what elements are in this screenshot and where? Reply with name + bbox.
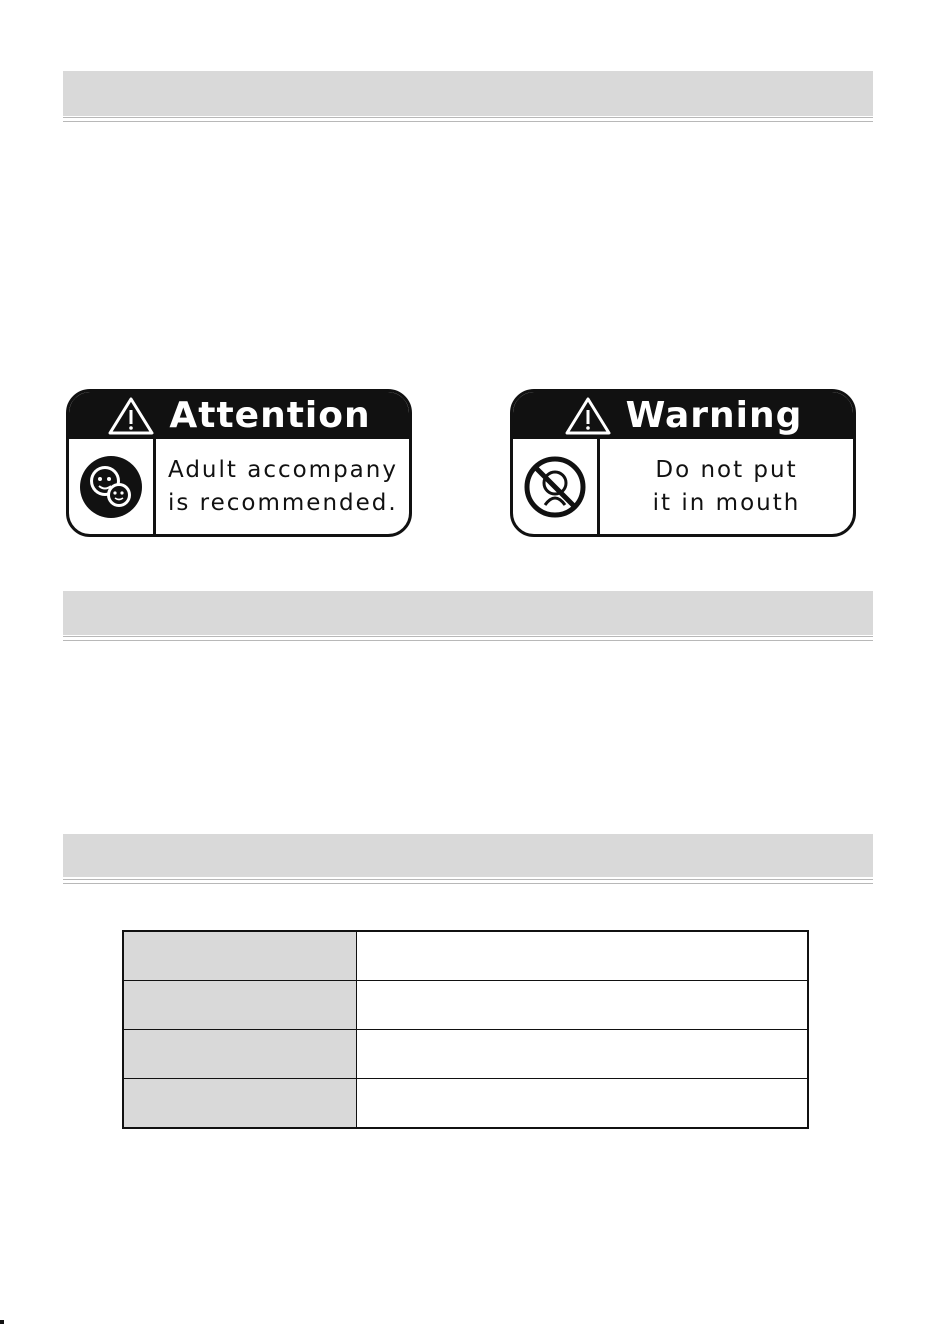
spec-table <box>122 930 809 1129</box>
section-rule-3 <box>63 879 873 884</box>
spec-key <box>123 1030 357 1079</box>
page-corner-mark <box>0 1320 4 1324</box>
no-mouth-icon <box>523 455 587 519</box>
attention-heading: Attention <box>169 395 371 436</box>
parent-child-icon <box>79 455 143 519</box>
attention-line-1: Adult accompany <box>168 456 398 483</box>
warning-line-1: Do not put <box>655 456 798 483</box>
warning-label-header <box>513 392 853 439</box>
warning-line-2: it in mouth <box>652 489 801 516</box>
attention-line-2: is recommended. <box>168 489 398 516</box>
warning-triangle-icon <box>107 396 155 436</box>
warning-triangle-icon <box>564 396 612 436</box>
spec-key <box>123 1079 357 1129</box>
table-row <box>123 981 808 1030</box>
spec-value <box>357 931 809 981</box>
spec-value <box>357 1030 809 1079</box>
spec-key <box>123 981 357 1030</box>
section-rule-2 <box>63 636 873 641</box>
section-rule-1 <box>63 117 873 122</box>
attention-label <box>66 389 412 537</box>
warning-heading: Warning <box>625 395 803 436</box>
section-header-2 <box>63 591 873 635</box>
table-row <box>123 931 808 981</box>
table-row <box>123 1030 808 1079</box>
section-header-3 <box>63 834 873 877</box>
spec-value <box>357 1079 809 1129</box>
spec-value <box>357 981 809 1030</box>
table-row <box>123 1079 808 1129</box>
spec-key <box>123 931 357 981</box>
warning-label <box>510 389 856 537</box>
section-header-1 <box>63 71 873 116</box>
attention-label-header <box>69 392 409 439</box>
